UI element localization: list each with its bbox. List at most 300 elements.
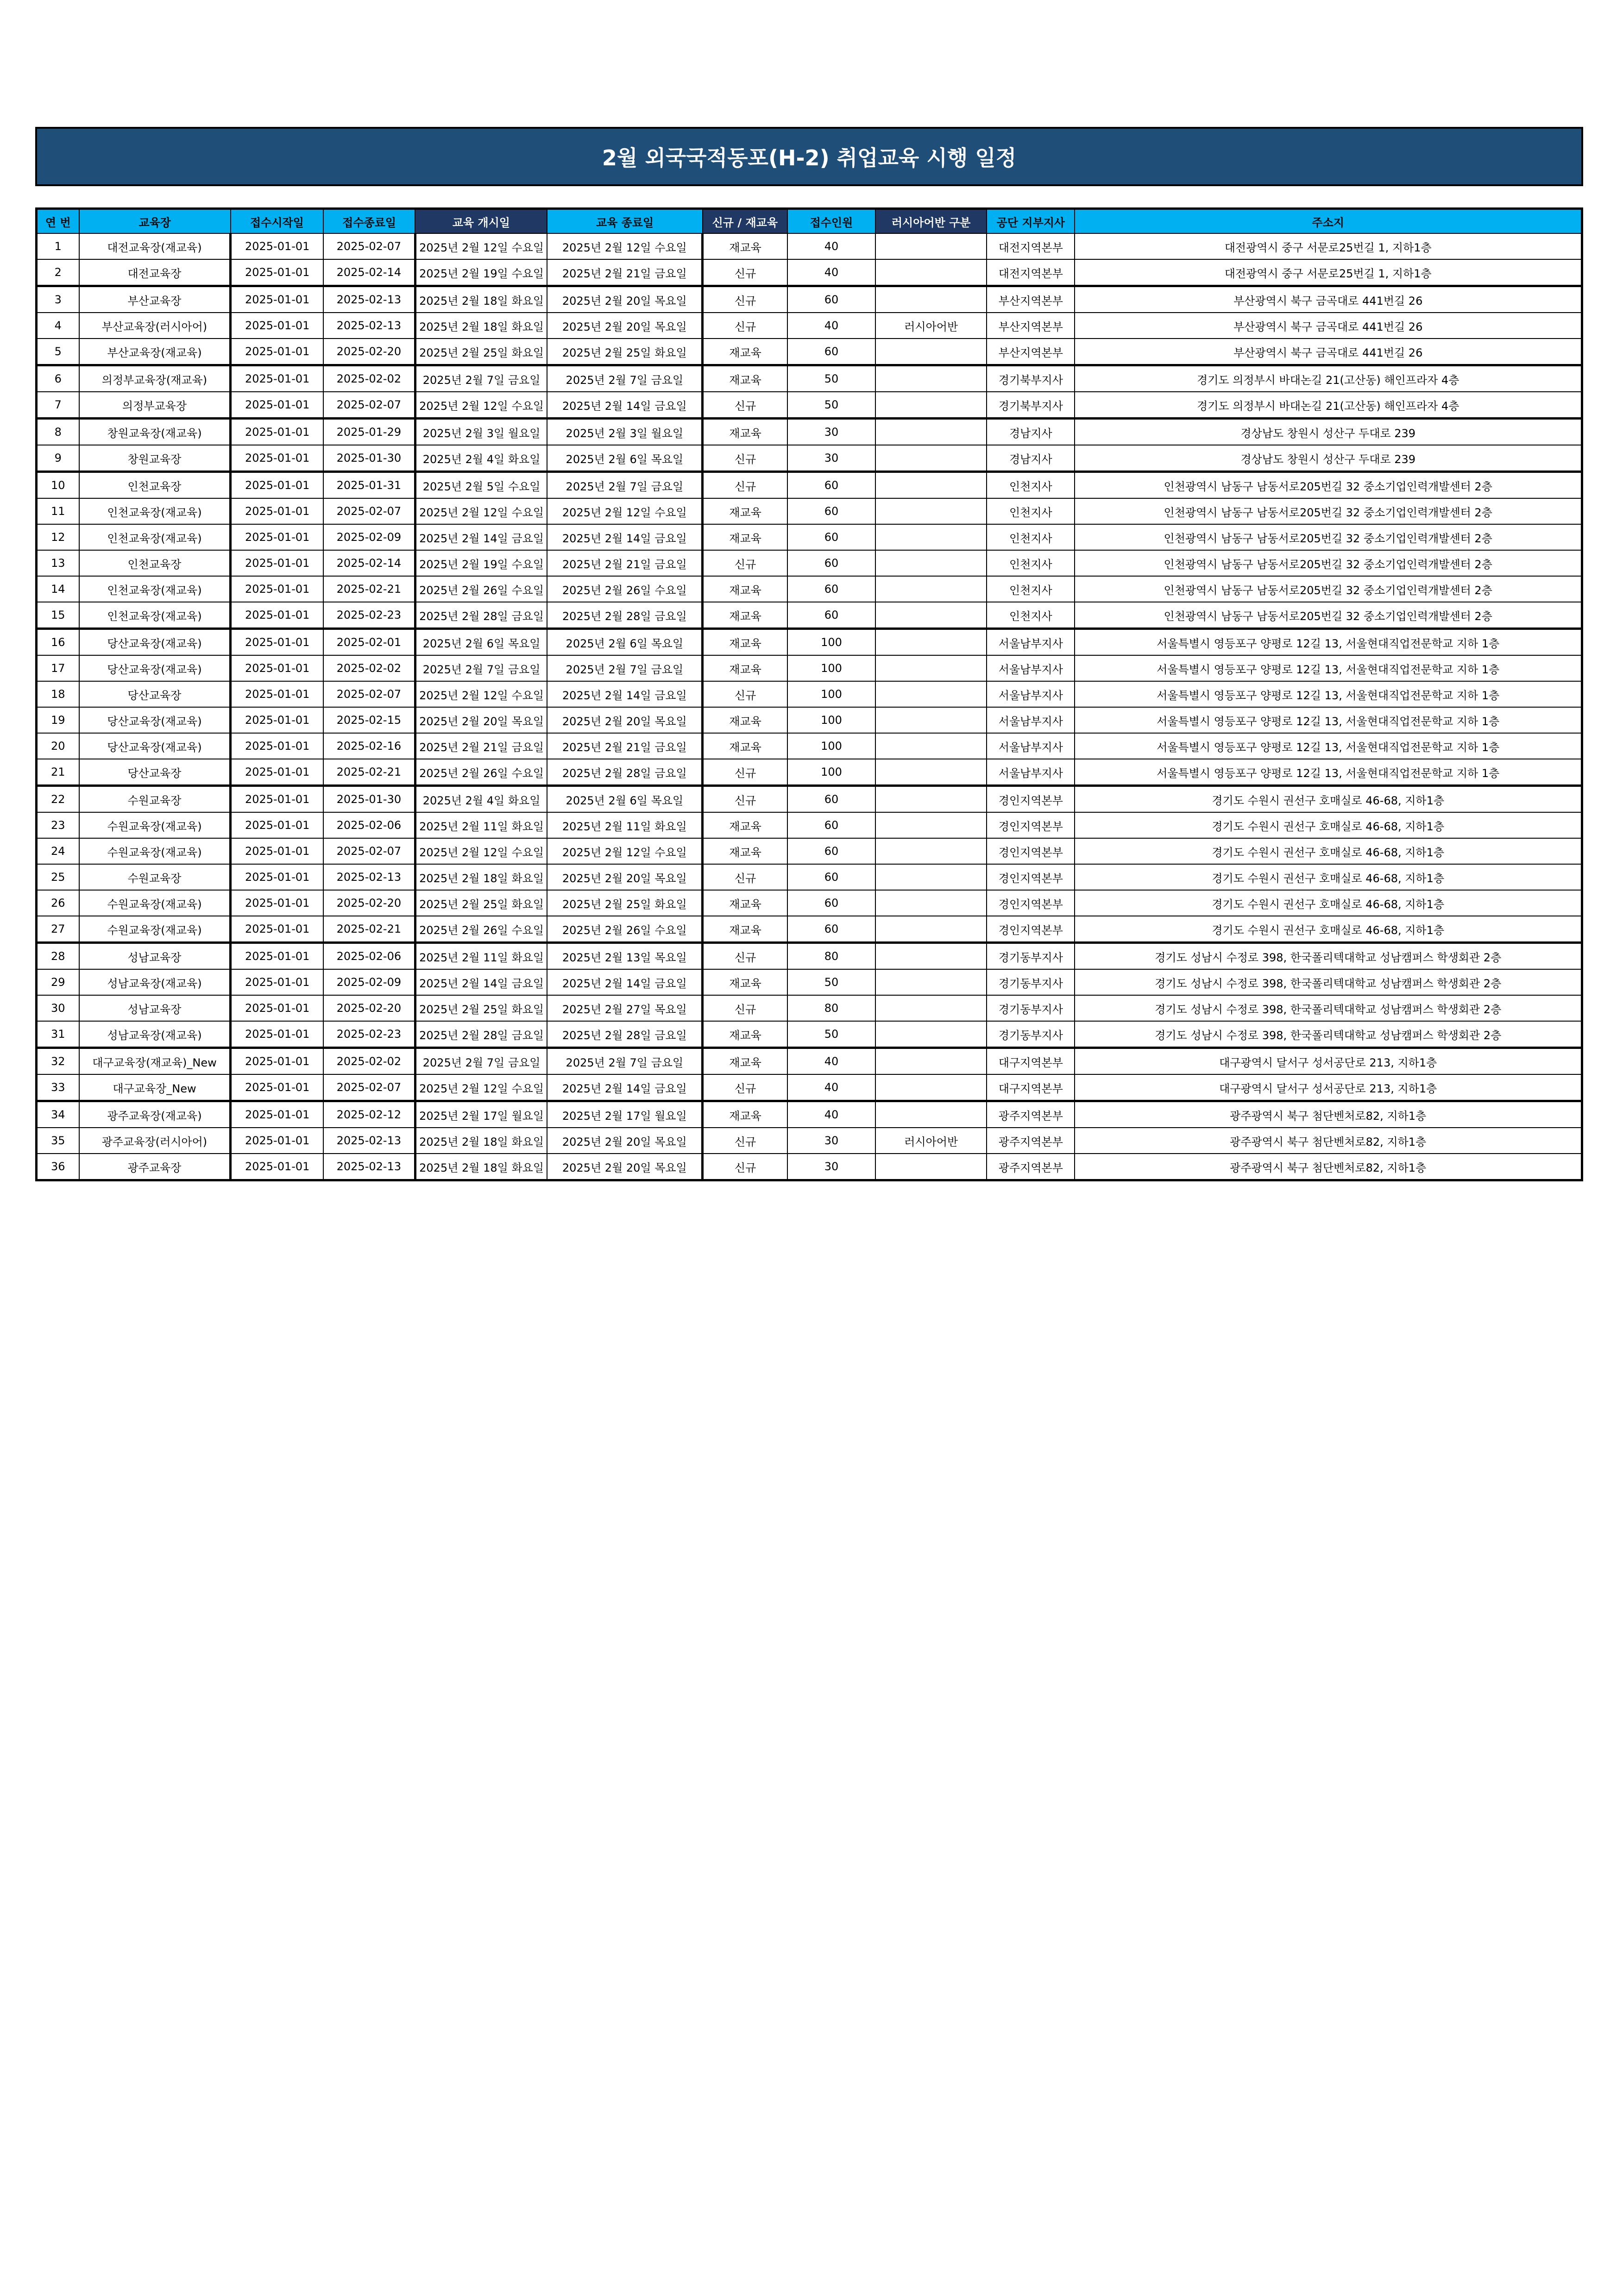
cell-capacity: 30 [787,419,875,445]
cell-russian [875,995,987,1021]
cell-reg-start: 2025-01-01 [231,759,323,786]
cell-type: 재교육 [703,733,787,759]
cell-russian [875,233,987,259]
cell-address: 서울특별시 영등포구 양평로 12길 13, 서울현대직업전문학교 지하 1층 [1075,759,1582,786]
cell-address: 서울특별시 영등포구 양평로 12길 13, 서울현대직업전문학교 지하 1층 [1075,655,1582,681]
cell-russian [875,916,987,943]
cell-reg-end: 2025-02-02 [323,655,415,681]
cell-no: 1 [37,233,79,259]
col-header-center: 교육장 [79,209,231,234]
cell-center: 당산교육장 [79,681,231,707]
cell-no: 20 [37,733,79,759]
cell-type: 신규 [703,681,787,707]
cell-type: 재교육 [703,969,787,995]
table-row [37,733,1582,759]
cell-no: 28 [37,943,79,970]
cell-edu-end: 2025년 2월 26일 수요일 [547,916,702,943]
cell-russian [875,365,987,392]
cell-type: 재교육 [703,812,787,838]
cell-edu-start: 2025년 2월 12일 수요일 [415,498,547,524]
cell-russian [875,655,987,681]
cell-reg-start: 2025-01-01 [231,313,323,339]
cell-no: 18 [37,681,79,707]
col-header-reg-end: 접수종료일 [323,209,415,234]
cell-russian [875,1048,987,1075]
cell-reg-start: 2025-01-01 [231,733,323,759]
cell-capacity: 60 [787,786,875,813]
cell-reg-start: 2025-01-01 [231,1074,323,1101]
cell-branch: 경인지역본부 [987,786,1075,813]
cell-edu-start: 2025년 2월 12일 수요일 [415,681,547,707]
cell-edu-end: 2025년 2월 14일 금요일 [547,681,702,707]
cell-edu-start: 2025년 2월 14일 금요일 [415,969,547,995]
cell-reg-end: 2025-02-15 [323,707,415,733]
cell-type: 재교육 [703,629,787,656]
cell-branch: 부산지역본부 [987,286,1075,313]
cell-branch: 인천지사 [987,524,1075,550]
cell-russian [875,524,987,550]
cell-type: 신규 [703,472,787,499]
cell-edu-end: 2025년 2월 27일 목요일 [547,995,702,1021]
cell-center: 수원교육장(재교육) [79,916,231,943]
cell-no: 25 [37,864,79,890]
cell-edu-end: 2025년 2월 21일 금요일 [547,733,702,759]
cell-type: 신규 [703,286,787,313]
cell-branch: 경인지역본부 [987,916,1075,943]
cell-address: 인천광역시 남동구 남동서로205번길 32 중소기업인력개발센터 2층 [1075,550,1582,576]
cell-branch: 경기동부지사 [987,943,1075,970]
cell-reg-end: 2025-02-13 [323,1154,415,1180]
cell-type: 신규 [703,864,787,890]
col-header-branch: 공단 지부지사 [987,209,1075,234]
cell-russian [875,629,987,656]
cell-address: 부산광역시 북구 금곡대로 441번길 26 [1075,286,1582,313]
table-row [37,864,1582,890]
cell-center: 수원교육장(재교육) [79,812,231,838]
cell-capacity: 100 [787,629,875,656]
cell-edu-start: 2025년 2월 21일 금요일 [415,733,547,759]
cell-address: 인천광역시 남동구 남동서로205번길 32 중소기업인력개발센터 2층 [1075,524,1582,550]
table-row [37,969,1582,995]
cell-capacity: 100 [787,655,875,681]
cell-type: 재교육 [703,1101,787,1128]
cell-capacity: 60 [787,890,875,916]
cell-center: 인천교육장(재교육) [79,576,231,602]
cell-capacity: 80 [787,995,875,1021]
cell-center: 수원교육장(재교육) [79,838,231,864]
cell-branch: 서울남부지사 [987,707,1075,733]
cell-edu-start: 2025년 2월 18일 화요일 [415,864,547,890]
table-row [37,812,1582,838]
header-row [37,209,1582,234]
table-row [37,1128,1582,1154]
cell-branch: 대구지역본부 [987,1048,1075,1075]
table-row [37,233,1582,259]
cell-center: 대구교육장_New [79,1074,231,1101]
table-row [37,707,1582,733]
cell-type: 신규 [703,550,787,576]
cell-reg-end: 2025-02-13 [323,286,415,313]
cell-no: 16 [37,629,79,656]
cell-center: 대전교육장 [79,259,231,286]
cell-center: 당산교육장(재교육) [79,629,231,656]
cell-capacity: 60 [787,812,875,838]
cell-russian [875,1021,987,1048]
col-header-address: 주소지 [1075,209,1582,234]
cell-reg-end: 2025-02-13 [323,1128,415,1154]
cell-edu-end: 2025년 2월 7일 금요일 [547,472,702,499]
cell-branch: 인천지사 [987,602,1075,629]
cell-type: 재교육 [703,916,787,943]
cell-capacity: 30 [787,1128,875,1154]
cell-reg-end: 2025-02-07 [323,838,415,864]
table-row [37,1101,1582,1128]
cell-no: 12 [37,524,79,550]
cell-edu-end: 2025년 2월 7일 금요일 [547,365,702,392]
cell-edu-start: 2025년 2월 11일 화요일 [415,812,547,838]
cell-russian [875,707,987,733]
cell-center: 수원교육장 [79,786,231,813]
cell-type: 신규 [703,313,787,339]
cell-address: 경상남도 창원시 성산구 두대로 239 [1075,445,1582,472]
cell-branch: 경인지역본부 [987,890,1075,916]
cell-type: 신규 [703,1128,787,1154]
cell-type: 신규 [703,445,787,472]
cell-branch: 서울남부지사 [987,681,1075,707]
cell-edu-end: 2025년 2월 7일 금요일 [547,655,702,681]
cell-branch: 경인지역본부 [987,864,1075,890]
cell-edu-start: 2025년 2월 12일 수요일 [415,392,547,419]
cell-no: 35 [37,1128,79,1154]
cell-center: 수원교육장 [79,864,231,890]
cell-reg-start: 2025-01-01 [231,233,323,259]
cell-edu-end: 2025년 2월 17일 월요일 [547,1101,702,1128]
table-row [37,995,1582,1021]
cell-branch: 대전지역본부 [987,233,1075,259]
cell-capacity: 60 [787,339,875,365]
cell-russian [875,392,987,419]
cell-edu-start: 2025년 2월 26일 수요일 [415,576,547,602]
cell-address: 광주광역시 북구 첨단벤처로82, 지하1층 [1075,1154,1582,1180]
cell-type: 재교육 [703,498,787,524]
cell-reg-end: 2025-02-21 [323,916,415,943]
cell-capacity: 50 [787,365,875,392]
cell-center: 성남교육장 [79,943,231,970]
cell-edu-start: 2025년 2월 5일 수요일 [415,472,547,499]
cell-branch: 서울남부지사 [987,629,1075,656]
cell-capacity: 40 [787,1074,875,1101]
cell-reg-start: 2025-01-01 [231,812,323,838]
cell-edu-end: 2025년 2월 21일 금요일 [547,550,702,576]
cell-capacity: 60 [787,838,875,864]
table-row [37,472,1582,499]
cell-address: 경상남도 창원시 성산구 두대로 239 [1075,419,1582,445]
cell-edu-end: 2025년 2월 28일 금요일 [547,1021,702,1048]
cell-center: 당산교육장(재교육) [79,655,231,681]
table-row [37,943,1582,970]
table-row [37,259,1582,286]
cell-reg-end: 2025-02-14 [323,259,415,286]
table-row [37,681,1582,707]
cell-reg-end: 2025-02-07 [323,498,415,524]
cell-no: 2 [37,259,79,286]
cell-reg-start: 2025-01-01 [231,259,323,286]
cell-reg-start: 2025-01-01 [231,365,323,392]
cell-capacity: 30 [787,1154,875,1180]
cell-center: 성남교육장 [79,995,231,1021]
cell-branch: 인천지사 [987,472,1075,499]
col-header-reg-start: 접수시작일 [231,209,323,234]
cell-address: 경기도 성남시 수정로 398, 한국폴리텍대학교 성남캠퍼스 학생회관 2층 [1075,995,1582,1021]
cell-no: 26 [37,890,79,916]
cell-reg-start: 2025-01-01 [231,890,323,916]
cell-no: 32 [37,1048,79,1075]
cell-reg-start: 2025-01-01 [231,943,323,970]
cell-edu-start: 2025년 2월 28일 금요일 [415,1021,547,1048]
cell-russian [875,890,987,916]
cell-type: 재교육 [703,339,787,365]
cell-address: 경기도 성남시 수정로 398, 한국폴리텍대학교 성남캠퍼스 학생회관 2층 [1075,1021,1582,1048]
cell-edu-start: 2025년 2월 7일 금요일 [415,655,547,681]
cell-russian [875,1074,987,1101]
cell-center: 수원교육장(재교육) [79,890,231,916]
table-row [37,1074,1582,1101]
cell-edu-end: 2025년 2월 12일 수요일 [547,498,702,524]
cell-address: 서울특별시 영등포구 양평로 12길 13, 서울현대직업전문학교 지하 1층 [1075,629,1582,656]
cell-type: 신규 [703,392,787,419]
cell-capacity: 30 [787,445,875,472]
cell-reg-end: 2025-02-21 [323,759,415,786]
cell-edu-start: 2025년 2월 19일 수요일 [415,550,547,576]
cell-reg-end: 2025-02-06 [323,943,415,970]
table-row [37,629,1582,656]
cell-reg-end: 2025-02-02 [323,365,415,392]
cell-center: 광주교육장(재교육) [79,1101,231,1128]
cell-russian [875,472,987,499]
cell-address: 서울특별시 영등포구 양평로 12길 13, 서울현대직업전문학교 지하 1층 [1075,681,1582,707]
cell-type: 재교육 [703,707,787,733]
cell-type: 재교육 [703,233,787,259]
cell-edu-start: 2025년 2월 20일 목요일 [415,707,547,733]
cell-no: 4 [37,313,79,339]
schedule-table [35,207,1583,1181]
cell-address: 경기도 수원시 권선구 호매실로 46-68, 지하1층 [1075,838,1582,864]
cell-edu-start: 2025년 2월 4일 화요일 [415,445,547,472]
cell-reg-end: 2025-02-20 [323,890,415,916]
cell-reg-start: 2025-01-01 [231,339,323,365]
col-header-type: 신규 / 재교육 [703,209,787,234]
cell-capacity: 50 [787,1021,875,1048]
cell-type: 신규 [703,1074,787,1101]
cell-russian [875,498,987,524]
cell-address: 경기도 성남시 수정로 398, 한국폴리텍대학교 성남캠퍼스 학생회관 2층 [1075,943,1582,970]
cell-no: 22 [37,786,79,813]
cell-type: 재교육 [703,890,787,916]
cell-edu-end: 2025년 2월 6일 목요일 [547,445,702,472]
cell-russian [875,576,987,602]
cell-branch: 경기동부지사 [987,995,1075,1021]
cell-branch: 대전지역본부 [987,259,1075,286]
cell-edu-end: 2025년 2월 14일 금요일 [547,524,702,550]
cell-address: 경기도 수원시 권선구 호매실로 46-68, 지하1층 [1075,864,1582,890]
col-header-edu-end: 교육 종료일 [547,209,702,234]
cell-edu-end: 2025년 2월 28일 금요일 [547,759,702,786]
cell-reg-start: 2025-01-01 [231,1101,323,1128]
cell-center: 대전교육장(재교육) [79,233,231,259]
cell-edu-end: 2025년 2월 7일 금요일 [547,1048,702,1075]
cell-edu-start: 2025년 2월 18일 화요일 [415,313,547,339]
cell-reg-start: 2025-01-01 [231,969,323,995]
cell-reg-start: 2025-01-01 [231,419,323,445]
cell-branch: 부산지역본부 [987,313,1075,339]
cell-no: 10 [37,472,79,499]
cell-no: 5 [37,339,79,365]
cell-type: 신규 [703,995,787,1021]
cell-edu-end: 2025년 2월 28일 금요일 [547,602,702,629]
cell-russian [875,602,987,629]
cell-edu-start: 2025년 2월 14일 금요일 [415,524,547,550]
cell-edu-end: 2025년 2월 20일 목요일 [547,286,702,313]
cell-center: 광주교육장(러시아어) [79,1128,231,1154]
cell-reg-start: 2025-01-01 [231,472,323,499]
cell-reg-end: 2025-02-13 [323,313,415,339]
cell-edu-end: 2025년 2월 12일 수요일 [547,233,702,259]
cell-address: 서울특별시 영등포구 양평로 12길 13, 서울현대직업전문학교 지하 1층 [1075,707,1582,733]
cell-type: 신규 [703,759,787,786]
cell-russian [875,812,987,838]
cell-edu-end: 2025년 2월 20일 목요일 [547,1154,702,1180]
cell-no: 33 [37,1074,79,1101]
cell-capacity: 50 [787,969,875,995]
col-header-russian: 러시아어반 구분 [875,209,987,234]
cell-edu-end: 2025년 2월 14일 금요일 [547,1074,702,1101]
cell-reg-start: 2025-01-01 [231,550,323,576]
cell-reg-start: 2025-01-01 [231,445,323,472]
cell-russian [875,1101,987,1128]
cell-reg-start: 2025-01-01 [231,786,323,813]
cell-capacity: 40 [787,233,875,259]
cell-edu-start: 2025년 2월 6일 목요일 [415,629,547,656]
cell-type: 신규 [703,943,787,970]
cell-russian [875,286,987,313]
cell-reg-start: 2025-01-01 [231,864,323,890]
cell-center: 부산교육장(러시아어) [79,313,231,339]
cell-no: 19 [37,707,79,733]
table-row [37,602,1582,629]
cell-center: 인천교육장 [79,472,231,499]
cell-edu-start: 2025년 2월 19일 수요일 [415,259,547,286]
cell-branch: 경인지역본부 [987,812,1075,838]
cell-edu-start: 2025년 2월 25일 화요일 [415,890,547,916]
table-body [37,233,1582,1180]
cell-edu-start: 2025년 2월 26일 수요일 [415,916,547,943]
cell-center: 인천교육장 [79,550,231,576]
cell-edu-end: 2025년 2월 14일 금요일 [547,392,702,419]
cell-edu-start: 2025년 2월 3일 월요일 [415,419,547,445]
cell-reg-start: 2025-01-01 [231,602,323,629]
table-row [37,419,1582,445]
cell-edu-start: 2025년 2월 25일 화요일 [415,995,547,1021]
cell-address: 부산광역시 북구 금곡대로 441번길 26 [1075,339,1582,365]
table-row [37,392,1582,419]
cell-no: 3 [37,286,79,313]
cell-capacity: 60 [787,916,875,943]
cell-address: 대전광역시 중구 서문로25번길 1, 지하1층 [1075,233,1582,259]
cell-russian [875,419,987,445]
cell-branch: 경기북부지사 [987,392,1075,419]
cell-russian: 러시아어반 [875,1128,987,1154]
cell-type: 재교육 [703,576,787,602]
cell-russian [875,943,987,970]
cell-no: 9 [37,445,79,472]
cell-edu-start: 2025년 2월 12일 수요일 [415,233,547,259]
cell-capacity: 60 [787,576,875,602]
cell-type: 재교육 [703,365,787,392]
cell-branch: 부산지역본부 [987,339,1075,365]
cell-address: 부산광역시 북구 금곡대로 441번길 26 [1075,313,1582,339]
cell-reg-start: 2025-01-01 [231,392,323,419]
table-row [37,445,1582,472]
cell-reg-end: 2025-02-07 [323,681,415,707]
cell-branch: 경인지역본부 [987,838,1075,864]
table-row [37,550,1582,576]
cell-reg-start: 2025-01-01 [231,524,323,550]
cell-reg-start: 2025-01-01 [231,576,323,602]
cell-edu-end: 2025년 2월 11일 화요일 [547,812,702,838]
cell-type: 신규 [703,786,787,813]
cell-capacity: 80 [787,943,875,970]
cell-russian [875,864,987,890]
cell-edu-end: 2025년 2월 20일 목요일 [547,707,702,733]
cell-center: 당산교육장(재교육) [79,707,231,733]
cell-reg-end: 2025-02-20 [323,995,415,1021]
cell-edu-start: 2025년 2월 4일 화요일 [415,786,547,813]
cell-capacity: 60 [787,524,875,550]
cell-branch: 경기동부지사 [987,1021,1075,1048]
cell-edu-end: 2025년 2월 14일 금요일 [547,969,702,995]
cell-no: 29 [37,969,79,995]
cell-edu-start: 2025년 2월 7일 금요일 [415,365,547,392]
cell-branch: 대구지역본부 [987,1074,1075,1101]
table-row [37,365,1582,392]
cell-edu-end: 2025년 2월 20일 목요일 [547,313,702,339]
cell-address: 대구광역시 달서구 성서공단로 213, 지하1층 [1075,1074,1582,1101]
page-title: 2월 외국국적동포(H-2) 취업교육 시행 일정 [35,127,1583,186]
cell-type: 재교육 [703,655,787,681]
cell-reg-end: 2025-02-07 [323,1074,415,1101]
cell-address: 서울특별시 영등포구 양평로 12길 13, 서울현대직업전문학교 지하 1층 [1075,733,1582,759]
cell-center: 인천교육장(재교육) [79,524,231,550]
cell-reg-end: 2025-02-02 [323,1048,415,1075]
cell-no: 11 [37,498,79,524]
cell-reg-start: 2025-01-01 [231,498,323,524]
cell-reg-start: 2025-01-01 [231,681,323,707]
cell-branch: 경남지사 [987,419,1075,445]
cell-type: 신규 [703,259,787,286]
cell-branch: 광주지역본부 [987,1154,1075,1180]
cell-no: 8 [37,419,79,445]
cell-edu-start: 2025년 2월 7일 금요일 [415,1048,547,1075]
cell-reg-end: 2025-02-13 [323,864,415,890]
cell-capacity: 60 [787,286,875,313]
cell-reg-end: 2025-02-01 [323,629,415,656]
table-row [37,339,1582,365]
cell-reg-end: 2025-02-09 [323,969,415,995]
col-header-no: 연 번 [37,209,79,234]
cell-edu-end: 2025년 2월 25일 화요일 [547,890,702,916]
cell-address: 경기도 의정부시 바대논길 21(고산동) 해인프라자 4층 [1075,365,1582,392]
cell-center: 창원교육장(재교육) [79,419,231,445]
